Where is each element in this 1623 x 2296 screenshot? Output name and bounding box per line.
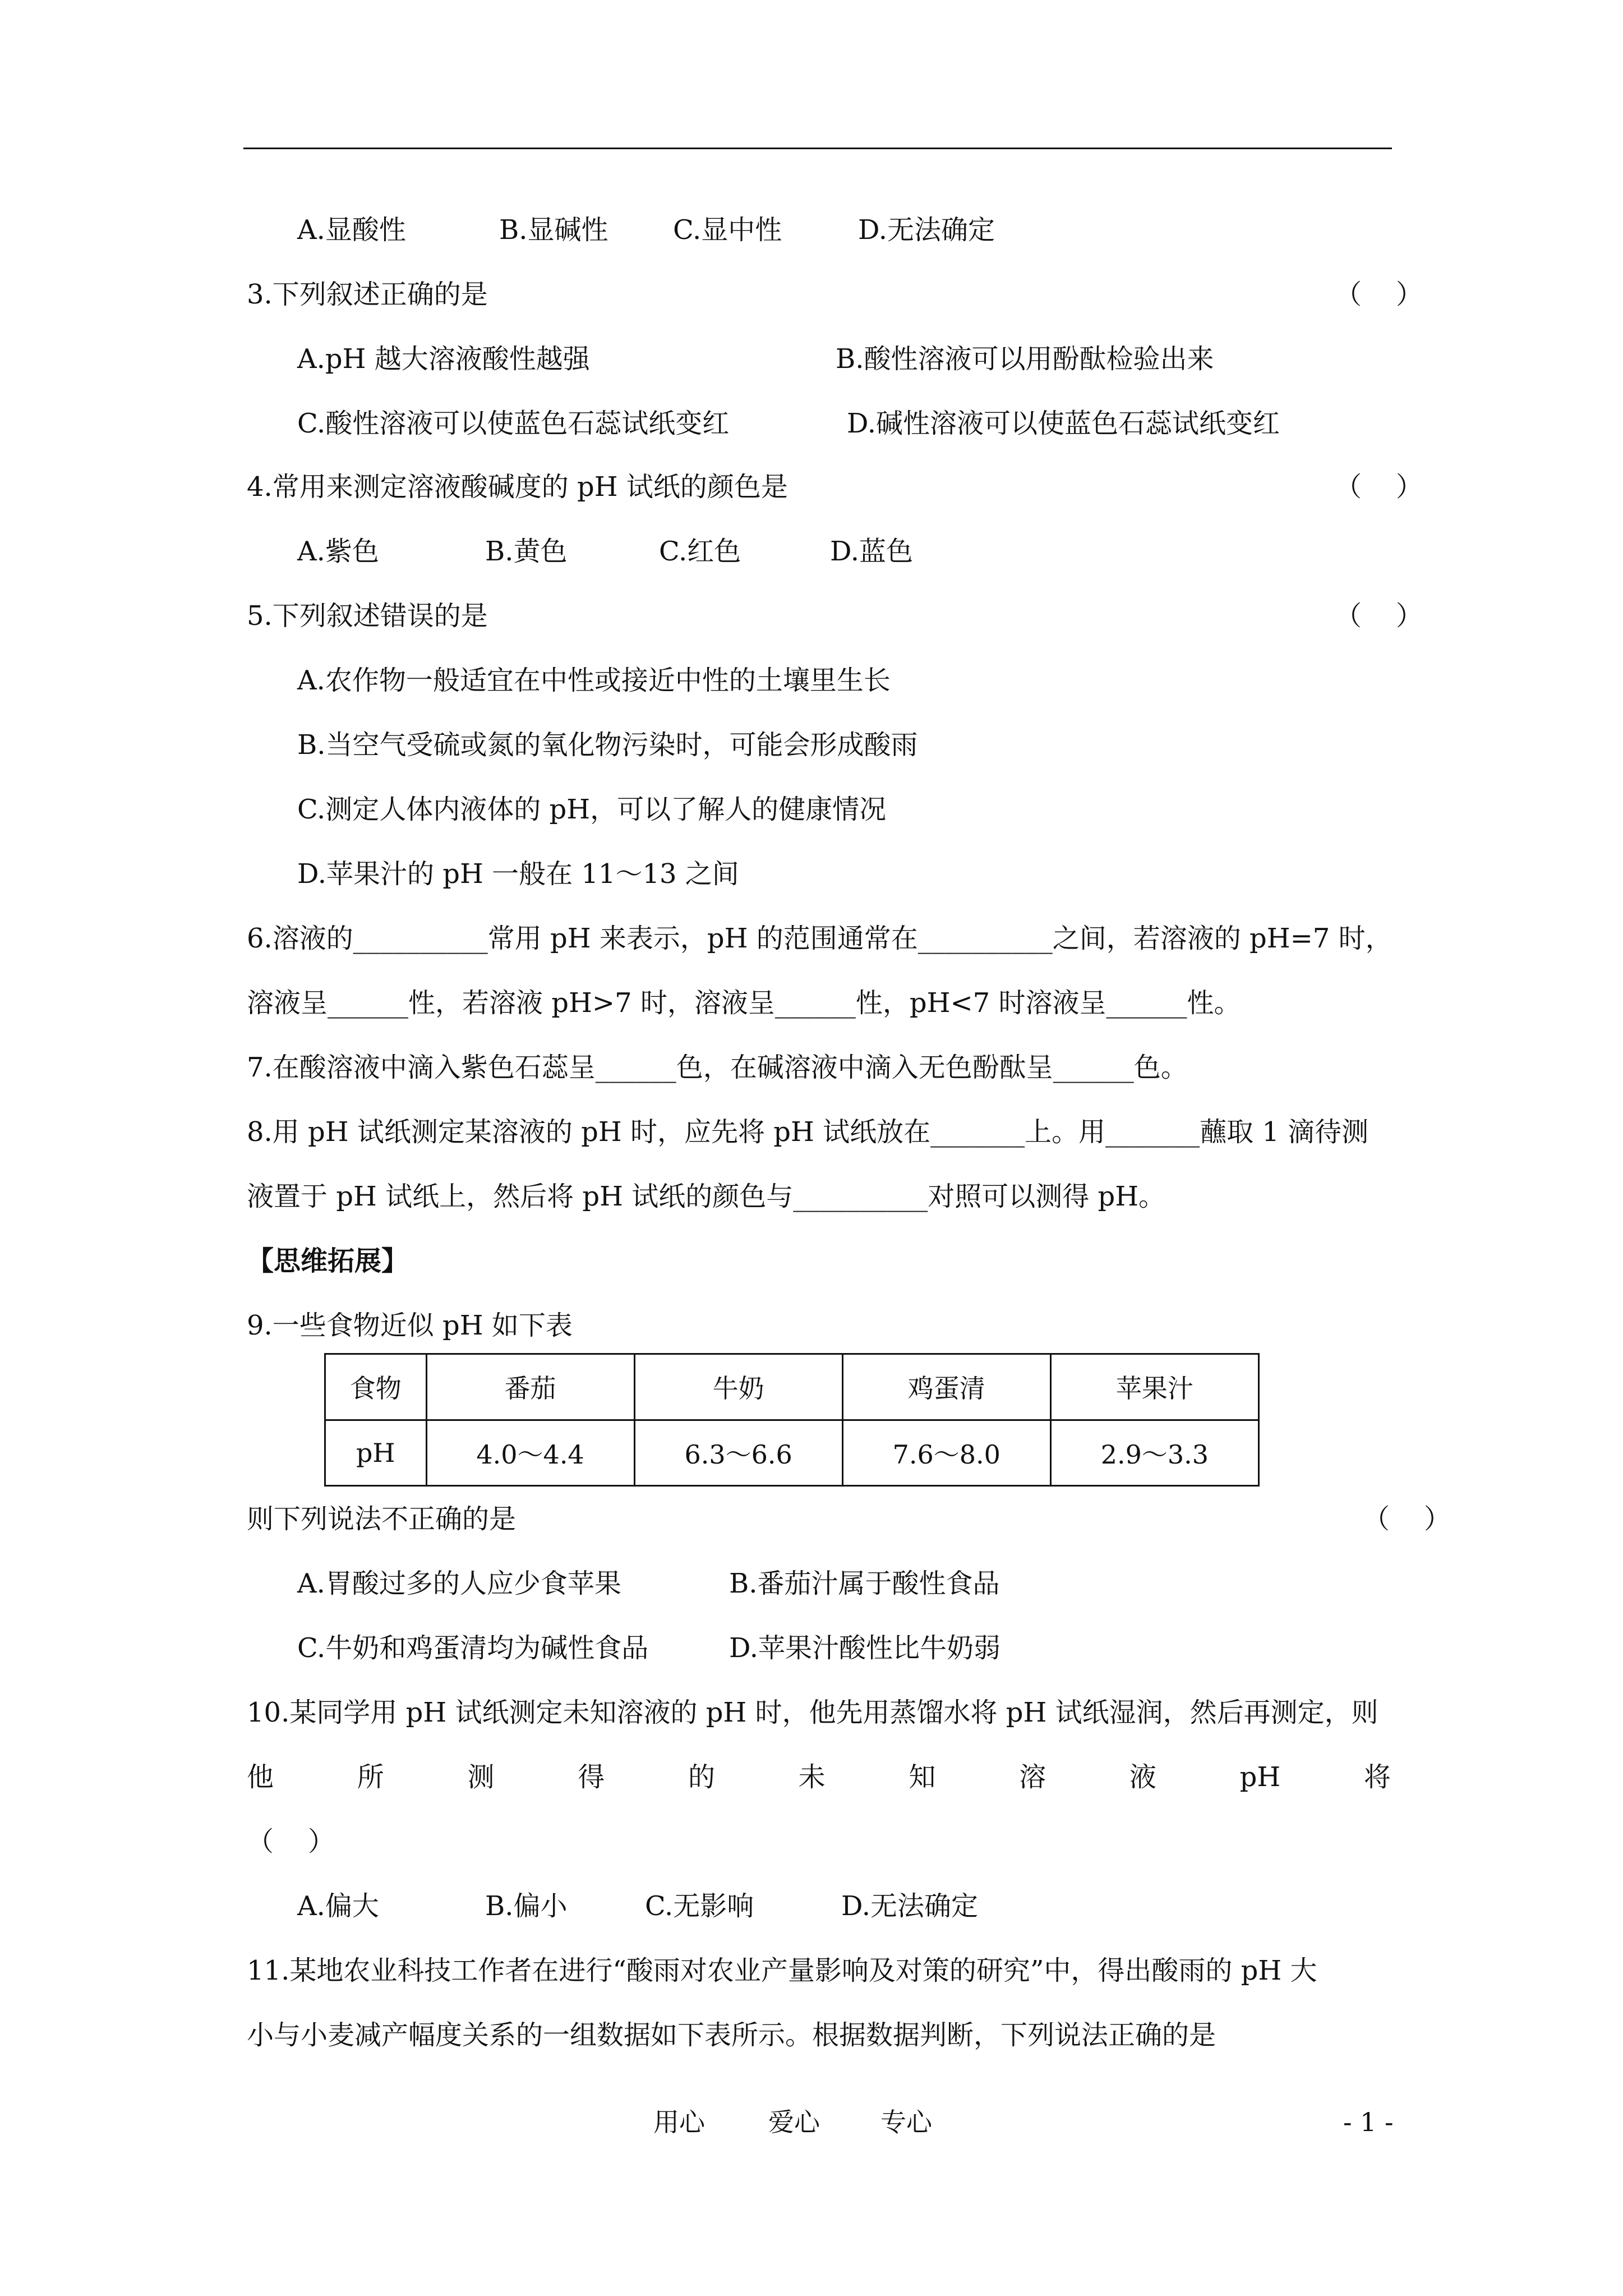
- table-cell: 食物: [325, 1354, 427, 1420]
- table-header-row: [325, 1354, 1259, 1420]
- q2-option-c: C.显中性: [673, 214, 782, 246]
- q5-stem: 5.下列叙述错误的是: [247, 600, 488, 632]
- q10-line-2: [247, 1760, 1391, 1794]
- q10-line-1: 10.某同学用 pH 试纸测定未知溶液的 pH 时，他先用蒸馏水将 pH 试纸湿润，然后再测定，则: [247, 1697, 1378, 1728]
- q10-word: pH: [1239, 1761, 1281, 1793]
- q11-line-2: 小与小麦减产幅度关系的一组数据如下表所示。根据数据判断，下列说法正确的是: [247, 2019, 1216, 2051]
- q9-option-c: C.牛奶和鸡蛋清均为碱性食品: [297, 1632, 649, 1664]
- q10-word: 得: [578, 1761, 605, 1793]
- table-cell: 番茄: [426, 1354, 634, 1420]
- page-number: - 1 -: [1343, 2107, 1394, 2137]
- q6-line-1: 6.溶液的__________常用 pH 来表示，pH 的范围通常在__________之间，若溶液的 pH=7 时，: [247, 923, 1393, 954]
- q4-stem: 4.常用来测定溶液酸碱度的 pH 试纸的颜色是: [247, 471, 788, 503]
- table-cell: 2.9～3.3: [1050, 1420, 1258, 1486]
- q9-option-d: D.苹果汁酸性比牛奶弱: [729, 1632, 1001, 1664]
- q9-follow: 则下列说法不正确的是: [247, 1503, 517, 1535]
- q3-stem: 3.下列叙述正确的是: [247, 279, 488, 310]
- q8-line-1: 8.用 pH 试纸测定某溶液的 pH 时，应先将 pH 试纸放在_______上。用_______蘸取 1 滴待测: [247, 1116, 1369, 1148]
- q4-option-c: C.红色: [659, 536, 741, 567]
- table-cell: 7.6～8.0: [842, 1420, 1050, 1486]
- q10-word: 知: [909, 1761, 936, 1793]
- q10-word: 溶: [1019, 1761, 1046, 1793]
- q10-answer-paren: （ ）: [247, 1826, 335, 1857]
- q10-word: 他: [247, 1761, 274, 1793]
- q5-option-a: A.农作物一般适宜在中性或接近中性的土壤里生长: [297, 665, 891, 696]
- q5-option-b: B.当空气受硫或氮的氧化物污染时，可能会形成酸雨: [297, 729, 918, 761]
- q2-option-b: B.显碱性: [499, 214, 608, 246]
- q6-line-2: 溶液呈______性，若溶液 pH>7 时，溶液呈______性，pH<7 时溶液呈______性。: [247, 987, 1241, 1019]
- q10-word: 液: [1129, 1761, 1156, 1793]
- table-cell: 牛奶: [634, 1354, 842, 1420]
- table-cell: 鸡蛋清: [842, 1354, 1050, 1420]
- q10-option-c: C.无影响: [645, 1890, 754, 1922]
- q2-option-d: D.无法确定: [858, 214, 995, 246]
- table-cell: 苹果汁: [1050, 1354, 1258, 1420]
- q10-word: 未: [798, 1761, 826, 1793]
- q10-option-a: A.偏大: [297, 1890, 379, 1922]
- section-title: 【思维拓展】: [247, 1245, 409, 1277]
- q10-option-d: D.无法确定: [841, 1890, 979, 1922]
- footer-word-2: 爱心: [768, 2107, 820, 2137]
- table-cell: 6.3～6.6: [634, 1420, 842, 1486]
- q9-option-b: B.番茄汁属于酸性食品: [729, 1568, 1000, 1599]
- q3-answer-paren: （ ）: [1335, 279, 1423, 310]
- header-rule: [243, 148, 1392, 149]
- q10-word: 测: [467, 1761, 495, 1793]
- q2-option-a: A.显酸性: [297, 214, 406, 246]
- q3-option-d: D.碱性溶液可以使蓝色石蕊试纸变红: [847, 408, 1280, 439]
- q11-line-1: 11.某地农业科技工作者在进行“酸雨对农业产量影响及对策的研究”中，得出酸雨的 pH 大: [247, 1955, 1317, 1986]
- ph-table: [324, 1353, 1260, 1487]
- table-cell: 4.0～4.4: [426, 1420, 634, 1486]
- footer-word-1: 用心: [653, 2107, 705, 2137]
- q5-option-d: D.苹果汁的 pH 一般在 11～13 之间: [297, 858, 739, 890]
- table-row: [325, 1420, 1259, 1486]
- q7-line-1: 7.在酸溶液中滴入紫色石蕊呈______色，在碱溶液中滴入无色酚酞呈______色。: [247, 1052, 1188, 1083]
- q3-option-c: C.酸性溶液可以使蓝色石蕊试纸变红: [297, 408, 730, 439]
- q8-line-2: 液置于 pH 试纸上，然后将 pH 试纸的颜色与__________对照可以测得 pH。: [247, 1181, 1166, 1212]
- q3-option-b: B.酸性溶液可以用酚酞检验出来: [836, 343, 1214, 375]
- q10-word: 的: [688, 1761, 715, 1793]
- q4-option-d: D.蓝色: [830, 536, 914, 567]
- footer-word-3: 专心: [880, 2107, 932, 2137]
- q10-option-b: B.偏小: [485, 1890, 568, 1922]
- q4-option-a: A.紫色: [297, 536, 379, 567]
- q10-word: 所: [357, 1761, 384, 1793]
- q4-answer-paren: （ ）: [1335, 471, 1423, 503]
- q5-option-c: C.测定人体内液体的 pH，可以了解人的健康情况: [297, 794, 887, 825]
- q9-stem: 9.一些食物近似 pH 如下表: [247, 1310, 573, 1341]
- q9-option-a: A.胃酸过多的人应少食苹果: [297, 1568, 621, 1599]
- q5-answer-paren: （ ）: [1335, 600, 1423, 632]
- q10-word: 将: [1363, 1761, 1391, 1793]
- q9-answer-paren: （ ）: [1363, 1503, 1451, 1535]
- table-cell: pH: [325, 1420, 427, 1486]
- q3-option-a: A.pH 越大溶液酸性越强: [297, 343, 590, 375]
- q4-option-b: B.黄色: [485, 536, 568, 567]
